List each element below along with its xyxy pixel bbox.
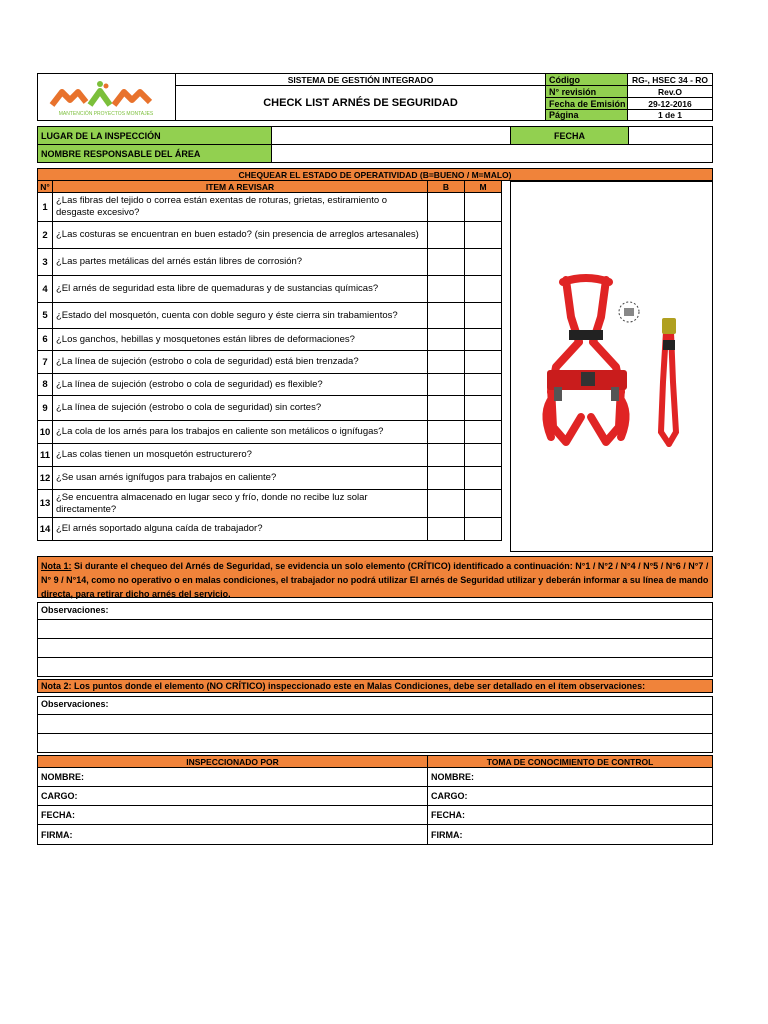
checklist-banner: CHEQUEAR EL ESTADO DE OPERATIVIDAD (B=BUENO / M=MALO) <box>37 168 713 181</box>
col-header-item: ITEM A REVISAR <box>52 180 428 193</box>
item-question: ¿La cola de los arnés para los trabajos en caliente son metálicos o ignífugas? <box>52 420 428 444</box>
col-header-number: N° <box>37 180 53 193</box>
date-input[interactable] <box>628 126 713 145</box>
observations-1-line-2[interactable] <box>37 638 713 658</box>
observations-2-line-2[interactable] <box>37 733 713 753</box>
inspector-signature-field[interactable]: FIRMA: <box>37 824 428 845</box>
item-bad-checkbox[interactable] <box>464 192 502 222</box>
item-number: 8 <box>37 373 53 396</box>
item-bad-checkbox[interactable] <box>464 275 502 303</box>
note-1-text: Si durante el chequeo del Arnés de Seguridad, se evidencia un solo elemento (CRÍTICO) identificado a continuación: N°1 / N°2 / N°4 / N°5 / N°6 / N°7 / N° 9 / N°14, como no operativo o en malas condiciones, el trabajador no podrá utilizar El arnés de Seguridad utilizar y deberán informar a su línea de mando directa, para retirar dicho arnés del servicio. <box>41 561 709 599</box>
meta-value-issue-date: 29-12-2016 <box>627 97 713 110</box>
item-bad-checkbox[interactable] <box>464 489 502 518</box>
item-question: ¿La línea de sujeción (estrobo o cola de seguridad) está bien trenzada? <box>52 350 428 374</box>
item-question: ¿Se encuentra almacenado en lugar seco y frío, donde no recibe luz solar directamente? <box>52 489 428 518</box>
inspector-position-field[interactable]: CARGO: <box>37 786 428 806</box>
item-number: 11 <box>37 443 53 467</box>
item-number: 10 <box>37 420 53 444</box>
inspector-date-field[interactable]: FECHA: <box>37 805 428 825</box>
acknowledger-position-field[interactable]: CARGO: <box>427 786 713 806</box>
item-number: 9 <box>37 395 53 421</box>
item-good-checkbox[interactable] <box>427 275 465 303</box>
item-good-checkbox[interactable] <box>427 221 465 249</box>
acknowledgement-header: TOMA DE CONOCIMIENTO DE CONTROL <box>427 755 713 768</box>
item-number: 7 <box>37 350 53 374</box>
harness-image-panel <box>510 181 713 552</box>
item-good-checkbox[interactable] <box>427 302 465 329</box>
item-question: ¿La línea de sujeción (estrobo o cola de seguridad) sin cortes? <box>52 395 428 421</box>
item-question: ¿El arnés soportado alguna caída de trabajador? <box>52 517 428 541</box>
logo-text: MANTENCIÓN PROYECTOS MONTAJES <box>58 111 154 117</box>
item-question: ¿Se usan arnés ignífugos para trabajos en caliente? <box>52 466 428 490</box>
system-title: SISTEMA DE GESTIÓN INTEGRADO <box>175 73 546 86</box>
item-number: 13 <box>37 489 53 518</box>
item-number: 4 <box>37 275 53 303</box>
acknowledger-name-field[interactable]: NOMBRE: <box>427 767 713 787</box>
item-question: ¿Estado del mosquetón, cuenta con doble seguro y éste cierra sin trabamientos? <box>52 302 428 329</box>
item-good-checkbox[interactable] <box>427 395 465 421</box>
place-label: LUGAR DE LA INSPECCIÓN <box>37 126 272 145</box>
col-header-good: B <box>427 180 465 193</box>
meta-value-revision: Rev.O <box>627 85 713 98</box>
item-good-checkbox[interactable] <box>427 328 465 351</box>
safety-harness-icon <box>511 182 712 551</box>
document-title: CHECK LIST ARNÉS DE SEGURIDAD <box>175 85 546 121</box>
item-question: ¿El arnés de seguridad esta libre de quemaduras y de sustancias químicas? <box>52 275 428 303</box>
item-number: 3 <box>37 248 53 276</box>
note-2: Nota 2: Los puntos donde el elemento (NO CRÍTICO) inspeccionado este en Malas Condiciones, debe ser detallado en el ítem observaciones: <box>37 679 713 693</box>
item-bad-checkbox[interactable] <box>464 517 502 541</box>
item-bad-checkbox[interactable] <box>464 302 502 329</box>
item-question: ¿Las partes metálicas del arnés están libres de corrosión? <box>52 248 428 276</box>
item-good-checkbox[interactable] <box>427 248 465 276</box>
item-bad-checkbox[interactable] <box>464 420 502 444</box>
item-good-checkbox[interactable] <box>427 517 465 541</box>
inspector-name-field[interactable]: NOMBRE: <box>37 767 428 787</box>
item-question: ¿La línea de sujeción (estrobo o cola de seguridad) es flexible? <box>52 373 428 396</box>
item-bad-checkbox[interactable] <box>464 328 502 351</box>
item-good-checkbox[interactable] <box>427 373 465 396</box>
acknowledger-signature-field[interactable]: FIRMA: <box>427 824 713 845</box>
meta-label-revision: N° revisión <box>545 85 628 98</box>
acknowledger-date-field[interactable]: FECHA: <box>427 805 713 825</box>
date-label: FECHA <box>510 126 629 145</box>
col-header-bad: M <box>464 180 502 193</box>
observations-1-label: Observaciones: <box>37 602 713 620</box>
meta-label-code: Código <box>545 73 628 86</box>
observations-1-line-3[interactable] <box>37 657 713 677</box>
item-good-checkbox[interactable] <box>427 192 465 222</box>
item-number: 1 <box>37 192 53 222</box>
item-good-checkbox[interactable] <box>427 466 465 490</box>
item-number: 5 <box>37 302 53 329</box>
observations-2-label: Observaciones: <box>37 696 713 715</box>
company-logo <box>38 74 175 120</box>
item-question: ¿Los ganchos, hebillas y mosquetones están libres de deformaciones? <box>52 328 428 351</box>
item-bad-checkbox[interactable] <box>464 466 502 490</box>
item-question: ¿Las fibras del tejido o correa están exentas de roturas, grietas, estiramiento o desgaste excesivo? <box>52 192 428 222</box>
inspected-by-header: INSPECCIONADO POR <box>37 755 428 768</box>
item-number: 12 <box>37 466 53 490</box>
observations-1-line-1[interactable] <box>37 619 713 639</box>
item-question: ¿Las costuras se encuentran en buen estado? (sin presencia de arreglos artesanales) <box>52 221 428 249</box>
responsible-input[interactable] <box>271 144 713 163</box>
responsible-label: NOMBRE RESPONSABLE DEL ÁREA <box>37 144 272 163</box>
meta-label-issue-date: Fecha de Emisión <box>545 97 628 110</box>
item-bad-checkbox[interactable] <box>464 248 502 276</box>
item-bad-checkbox[interactable] <box>464 373 502 396</box>
item-bad-checkbox[interactable] <box>464 395 502 421</box>
item-good-checkbox[interactable] <box>427 489 465 518</box>
item-bad-checkbox[interactable] <box>464 443 502 467</box>
observations-2-line-1[interactable] <box>37 714 713 734</box>
meta-value-page: 1 de 1 <box>627 109 713 121</box>
item-bad-checkbox[interactable] <box>464 221 502 249</box>
item-number: 6 <box>37 328 53 351</box>
note-1 <box>37 556 713 598</box>
item-bad-checkbox[interactable] <box>464 350 502 374</box>
note-1-label: Nota 1: <box>41 561 72 571</box>
item-number: 14 <box>37 517 53 541</box>
meta-label-page: Página <box>545 109 628 121</box>
header-logo-cell <box>37 73 176 121</box>
item-good-checkbox[interactable] <box>427 443 465 467</box>
item-question: ¿Las colas tienen un mosquetón estructurero? <box>52 443 428 467</box>
item-good-checkbox[interactable] <box>427 350 465 374</box>
item-good-checkbox[interactable] <box>427 420 465 444</box>
place-input[interactable] <box>271 126 511 145</box>
item-number: 2 <box>37 221 53 249</box>
meta-value-code: RG-, HSEC 34 - RO <box>627 73 713 86</box>
header-meta <box>545 73 713 121</box>
